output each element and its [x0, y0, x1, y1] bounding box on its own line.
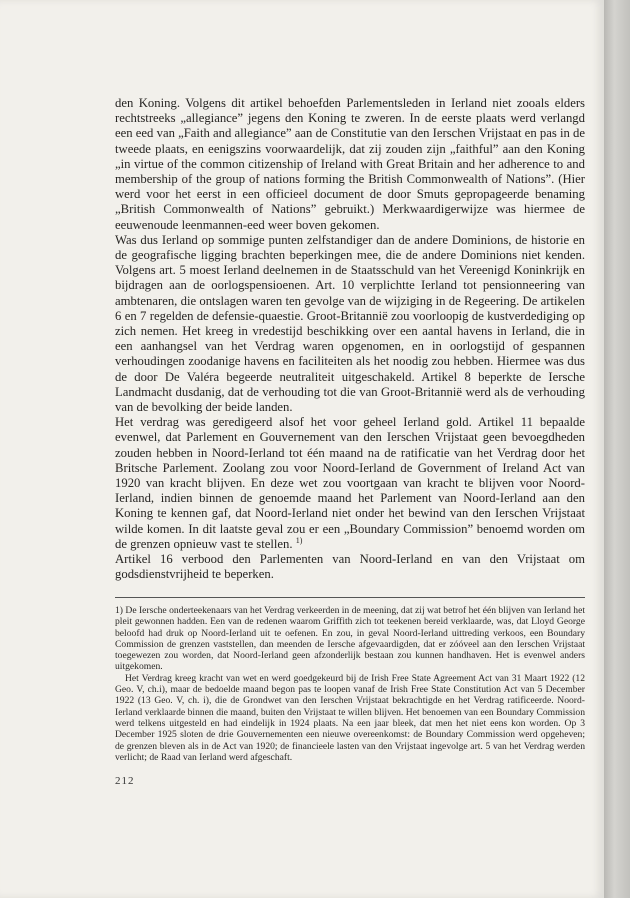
footnote-2: Het Verdrag kreeg kracht van wet en werd goedgekeurd bij de Irish Free State Agreement Act van 31 Maart 1922 (12 Geo. V, ch.i), maar de bedoelde maand begon pas te loopen vanaf de Irish Free State Constitution Act van 5 December 1922 (13 Geo. V, ch. i), die de Grondwet van den Ierschen Vrijstaat bekrachtigde en het Verdrag ratificeerde. Noord-Ierland verklaarde binnen die maand, buiten den Vrijstaat te willen blijven. Het benoemen van een Boundary Commission werd telkens uitgesteld en had eindelijk in 1924 plaats. Na een jaar bleek, dat men het niet eens kon worden. Op 3 December 1925 sloten de drie Gouvernementen een nieuwe overeenkomst: de Boundary Commission werd opgeheven; de grenzen bleven als in de Act van 1920; de financieele lasten van den Vrijstaat ingevolge art. 5 van het Verdrag werden verlicht; de Raad van Ierland werd afgeschaft. — [115, 672, 585, 763]
paragraph-3 — [115, 415, 585, 552]
main-text — [115, 96, 585, 583]
paragraph-4: Artikel 16 verbood den Parlementen van Noord-Ierland en van den Vrijstaat om godsdienstvrijheid te beperken. — [115, 552, 585, 582]
footnote-separator — [115, 597, 585, 598]
paragraph-3-text: Het verdrag was geredigeerd alsof het voor geheel Ierland gold. Artikel 11 bepaalde evenwel, dat Parlement en Gouvernement van den Ierschen Vrijstaat geen bevoegdheden zouden hebben in Noord-Ierland tot één maand na de ratificatie van het Verdrag door het Britsche Parlement. Zoolang zou voor Noord-Ierland de Government of Ireland Act van 1920 van kracht blijven. En deze wet zou voortgaan van kracht te blijven voor Noord-Ierland, indien binnen de genoemde maand het Parlement van Noord-Ierland aan den Koning te kennen gaf, dat Noord-Ierland niet onder het bewind van den Ierschen Vrijstaat wilde komen. In dit laatste geval zou er een „Boundary Commission” benoemd worden om de grenzen opnieuw vast te stellen. — [115, 415, 585, 551]
footnote-reference: 1) — [295, 535, 303, 545]
footnotes — [115, 605, 585, 763]
footnote-1-text: De Iersche onderteekenaars van het Verdrag verkeerden in de meening, dat zij wat betrof het één blijven van Ierland het pleit gewonnen hadden. Een van de redenen waarom Griffith zich tot teekenen bereid verklaarde, was, dat Lloyd George beloofd had druk op Noord-Ierland uit te oefenen. En zou, in geval Noord-Ierland uittreding verkoos, een Boundary Commission de grenzen vaststellen, dan meenden de Iersche afgevaardigden, dat er zóóveel aan den Ierschen Vrijstaat toegewezen zou worden, dat Noord-Ierland geen afzonderlijk bestaan zou kunnen handhaven. Het is evenwel anders uitgekomen. — [115, 605, 585, 673]
footnote-marker: 1) — [115, 605, 123, 616]
paragraph-2: Was dus Ierland op sommige punten zelfstandiger dan de andere Dominions, de historie en de geografische ligging brachten beperkingen mee, die de andere Dominions niet kenden. Volgens art. 5 moest Ierland deelnemen in de Staatsschuld van het Vereenigd Koninkrijk en bijdragen aan de oorlogspensioenen. Art. 10 verplichtte Ierland tot pensionneering van ambtenaren, die ontslagen waren ten gevolge van de wijziging in de Regeering. De artikelen 6 en 7 regelden de defensie-quaestie. Groot-Britannië zou voorloopig de kustverdediging op zich nemen. Het kreeg in vredestijd beschikking over een aantal havens in Ierland, die in een aanhangsel van het Verdrag waren opgenomen, en in oorlogstijd of gespannen verhoudingen zoodanige havens en faciliteiten als het noodig zou hebben. Hiermee was dus de door De Valéra begeerde neutraliteit uitgeschakeld. Artikel 8 beperkte de Iersche Landmacht dusdanig, dat de verhouding tot die van Groot-Britannië werd als de verhouding van de bevolking der beide landen. — [115, 232, 585, 415]
page-number: 212 — [115, 775, 135, 787]
footnote-1 — [115, 605, 585, 673]
paragraph-1: den Koning. Volgens dit artikel behoefden Parlementsleden in Ierland niet zooals elders rechtstreeks „allegiance” jegens den Koning te zweren. In de eerste plaats werd verlangd een eed van „Faith and allegiance” aan de Constitutie van den Ierschen Vrijstaat en pas in de tweede plaats, en eenigszins voorwaardelijk, dat zij zouden zijn „faithful” aan den Koning „in virtue of the common citizenship of Ireland with Great Britain and her adherence to and membership of the group of nations forming the British Commonwealth of Nations”. (Hier werd voor het eerst in een officieel document de door Smuts gepropageerde benaming „British Commonwealth of Nations” gebruikt.) Merkwaardigerwijze was hiermee de eeuwenoude leenmannen-eed weer boven gekomen. — [115, 96, 585, 232]
page-edge — [604, 0, 630, 898]
